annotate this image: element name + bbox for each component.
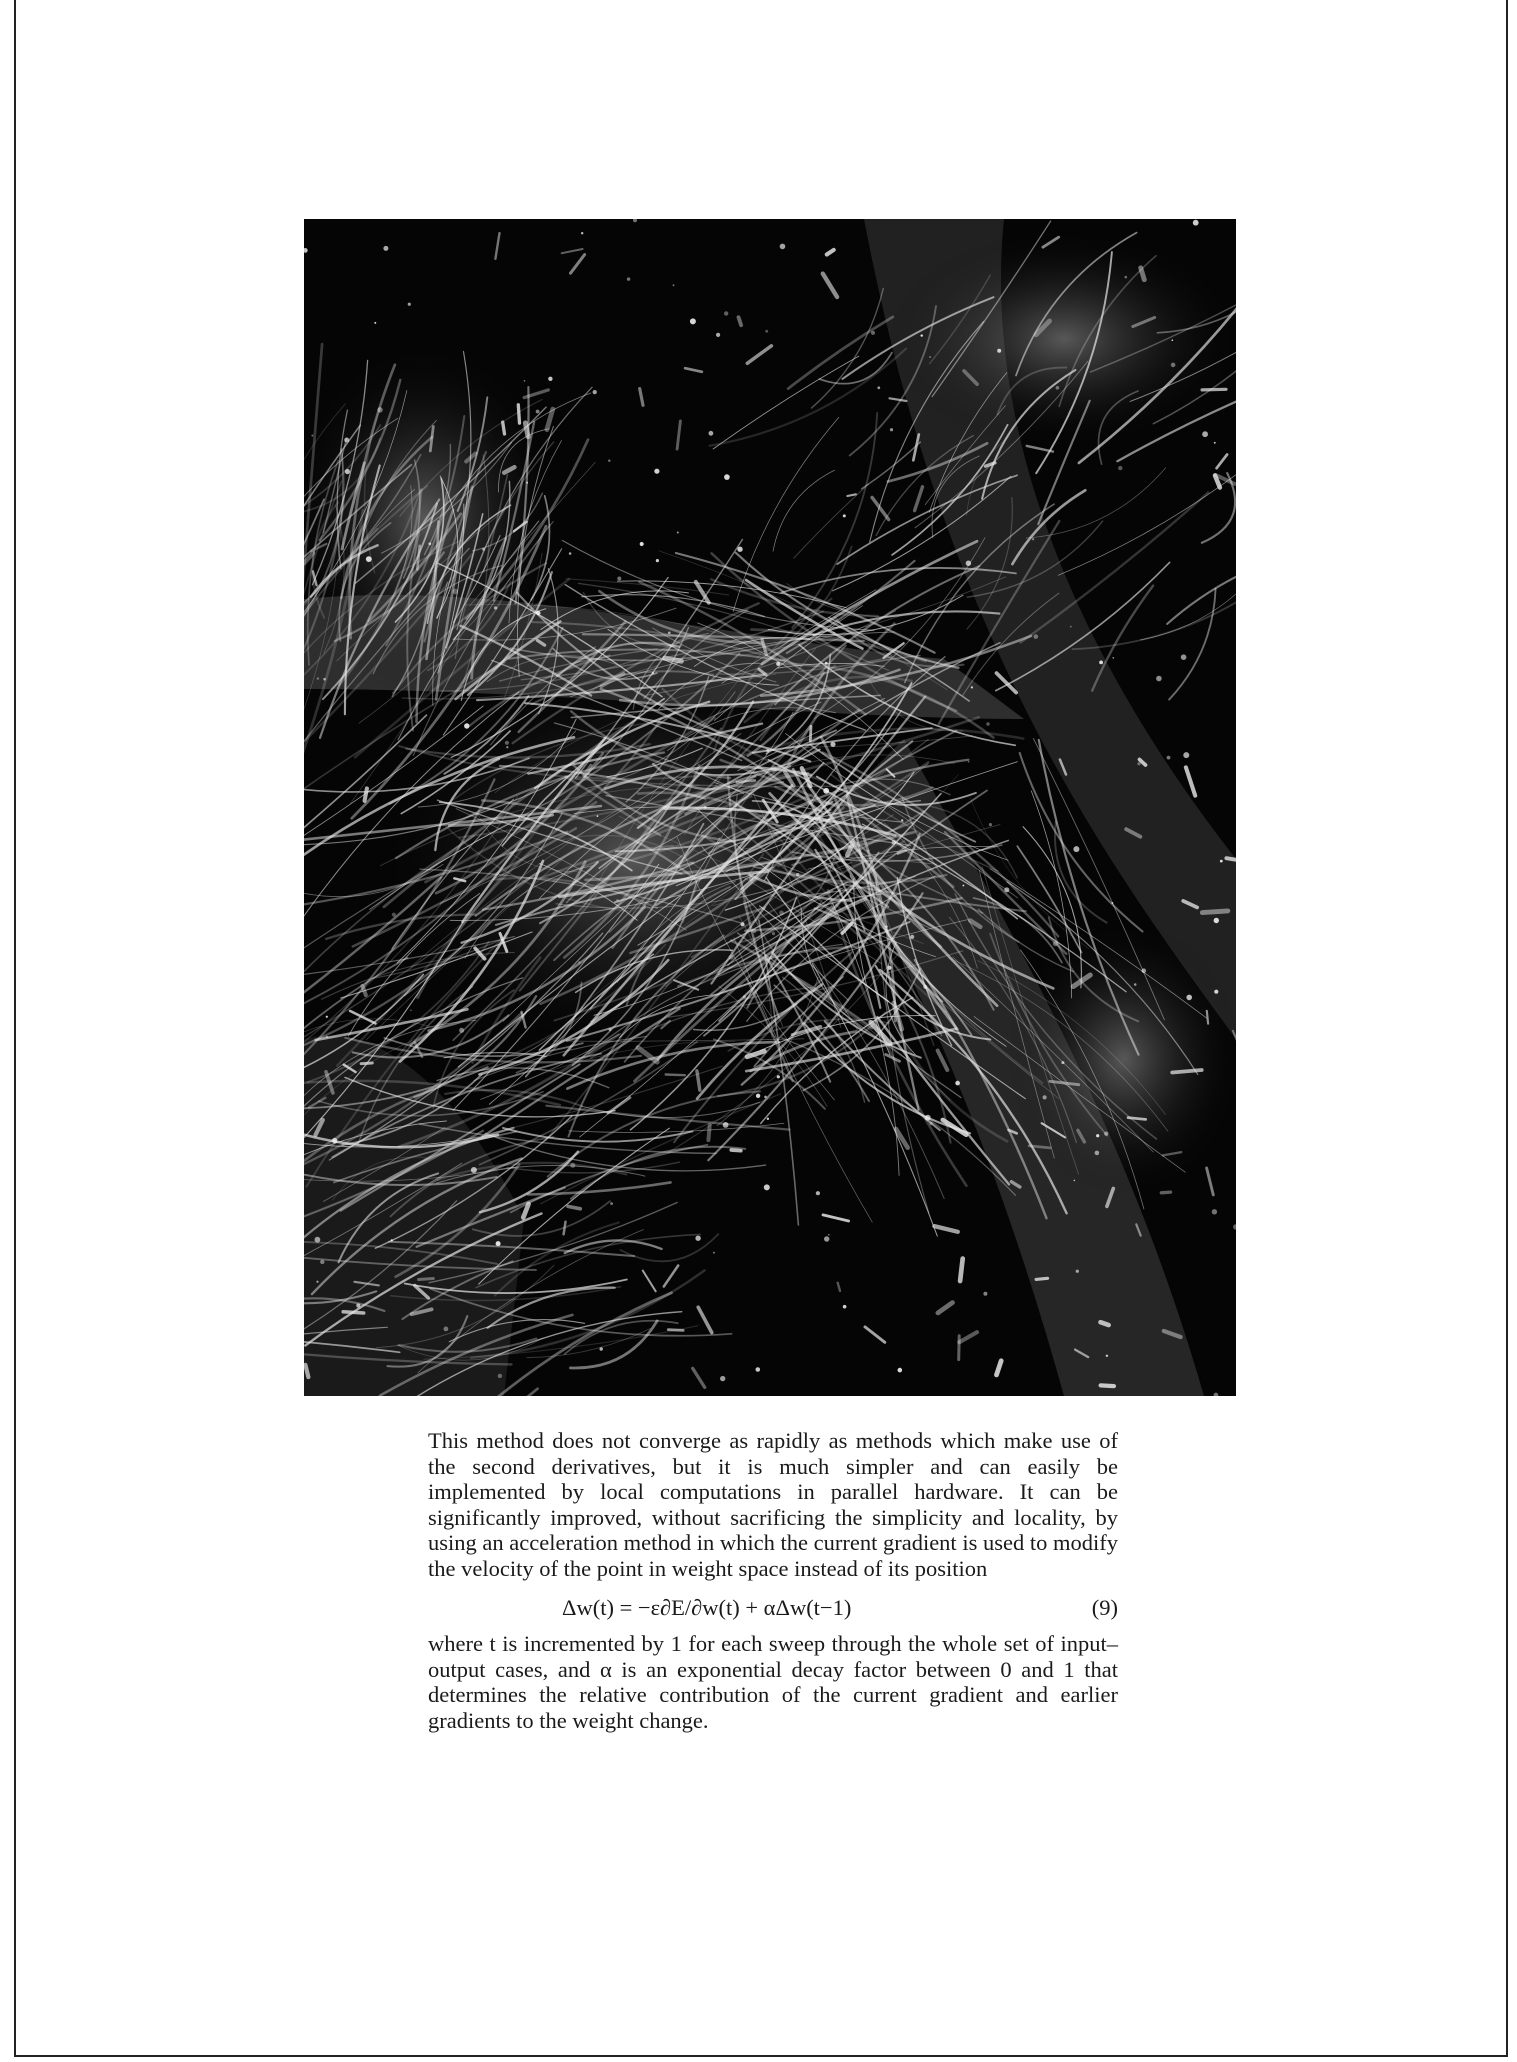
rod-cell: [959, 1336, 960, 1360]
equation-number: (9): [1091, 1595, 1118, 1620]
equation-9: [428, 1587, 1118, 1627]
bright-speck: [1056, 386, 1060, 390]
bright-speck: [1061, 1061, 1064, 1064]
bright-speck: [764, 1096, 767, 1099]
rod-cell: [1101, 1385, 1114, 1386]
bright-speck: [1034, 634, 1039, 639]
rod-cell: [739, 317, 742, 325]
bright-speck: [482, 548, 485, 551]
bright-speck: [1076, 1270, 1079, 1273]
bright-speck: [1106, 1355, 1108, 1357]
rod-cell: [568, 1206, 580, 1208]
bright-speck: [1156, 676, 1162, 682]
bright-speck: [766, 749, 769, 752]
micrograph-svg: [304, 219, 1236, 1396]
bright-speck: [332, 1138, 337, 1143]
bright-speck: [843, 514, 846, 517]
rod-cell: [666, 1075, 685, 1076]
bright-speck: [377, 407, 382, 412]
bright-speck: [652, 672, 654, 674]
rod-cell: [1216, 1395, 1217, 1396]
bright-speck: [776, 662, 780, 666]
bright-speck: [772, 932, 775, 935]
bright-speck: [316, 1281, 318, 1283]
bright-speck: [704, 806, 707, 809]
bright-speck: [767, 1118, 769, 1120]
bright-speck: [983, 1292, 987, 1296]
rod-cell: [365, 789, 367, 801]
bright-speck: [366, 556, 372, 562]
bright-speck: [1104, 1132, 1108, 1136]
bright-speck: [737, 547, 742, 552]
bright-speck: [1099, 661, 1103, 665]
rod-cell: [1036, 1278, 1048, 1279]
bright-speck: [997, 349, 1001, 353]
bright-speck: [320, 1260, 324, 1264]
bright-speck: [752, 929, 756, 933]
bright-speck: [459, 1028, 464, 1033]
micrograph-image: [304, 219, 1236, 1396]
bright-speck: [716, 333, 720, 337]
bright-speck: [597, 815, 599, 817]
bright-speck: [910, 935, 914, 939]
bright-speck: [326, 1036, 328, 1038]
rod-cell: [665, 658, 682, 661]
bright-speck: [391, 1239, 393, 1241]
bright-speck: [887, 966, 891, 970]
bright-speck: [578, 961, 580, 963]
bright-speck: [536, 410, 540, 414]
rod-cell: [737, 780, 755, 782]
bright-speck: [1212, 1209, 1217, 1214]
bright-speck: [966, 561, 971, 566]
rod-cell: [1161, 1192, 1170, 1193]
rod-cell: [343, 1312, 364, 1313]
bright-speck: [764, 1184, 770, 1190]
rod-cell: [668, 1330, 683, 1331]
bright-speck: [971, 686, 973, 688]
rod-cell: [361, 1063, 372, 1064]
bright-speck: [796, 873, 799, 876]
bright-speck: [323, 678, 326, 681]
bright-speck: [749, 876, 754, 881]
bright-speck: [494, 606, 497, 609]
bright-speck: [741, 922, 745, 926]
bright-speck: [986, 722, 989, 725]
bright-speck: [824, 1236, 829, 1241]
bright-speck: [410, 1010, 412, 1012]
bright-speck: [720, 1376, 725, 1381]
bright-speck: [609, 1028, 612, 1031]
bright-speck: [311, 435, 313, 437]
bright-speck: [923, 985, 927, 989]
bright-speck: [713, 1252, 715, 1254]
bright-speck: [1112, 657, 1114, 659]
bright-speck: [901, 819, 903, 821]
bright-speck: [593, 390, 597, 394]
bright-speck: [1070, 626, 1072, 628]
bright-speck: [1095, 1151, 1100, 1156]
bright-speck: [1214, 442, 1216, 444]
bright-speck: [871, 331, 875, 335]
bright-speck: [724, 311, 728, 315]
bright-speck: [756, 1094, 760, 1098]
bright-speck: [823, 788, 829, 794]
bright-speck: [816, 1191, 820, 1195]
bright-speck: [830, 742, 835, 747]
equation-expression: Δw(t) = −ε∂E/∂w(t) + αΔw(t−1): [562, 1595, 852, 1620]
bright-speck: [867, 850, 869, 852]
bright-speck: [1032, 538, 1034, 540]
bright-speck: [1171, 363, 1176, 368]
bright-speck: [536, 611, 540, 615]
bright-speck: [724, 474, 730, 480]
rod-cell: [1128, 1118, 1146, 1120]
bright-speck: [498, 1374, 502, 1378]
bright-speck: [890, 428, 893, 431]
rod-cell: [731, 1150, 741, 1151]
bright-speck: [444, 1327, 449, 1332]
bright-speck: [1214, 918, 1219, 923]
bright-speck: [1137, 762, 1140, 765]
bright-speck: [989, 823, 992, 826]
rod-cell: [518, 405, 519, 423]
bright-speck: [581, 232, 583, 234]
bright-speck: [464, 723, 469, 728]
bright-speck: [1142, 968, 1147, 973]
bright-speck: [833, 632, 835, 634]
bright-speck: [569, 552, 572, 555]
bright-speck: [496, 1241, 501, 1246]
bright-speck: [315, 1237, 321, 1243]
bright-speck: [374, 322, 376, 324]
bright-speck: [505, 741, 509, 745]
bright-speck: [690, 318, 696, 324]
bright-speck: [1183, 752, 1189, 758]
bright-speck: [828, 1234, 830, 1236]
bright-speck: [925, 1115, 931, 1121]
bright-speck: [668, 632, 671, 635]
bright-speck: [600, 1347, 603, 1350]
bright-speck: [1202, 431, 1208, 437]
rod-cell: [503, 422, 505, 434]
bright-speck: [656, 559, 659, 562]
bright-speck: [756, 1367, 761, 1372]
bright-speck: [1167, 756, 1171, 760]
rod-cell: [708, 1125, 709, 1140]
body-text: [428, 1428, 1118, 1733]
bright-speck: [627, 277, 630, 280]
bright-speck: [968, 761, 970, 763]
bright-speck: [1074, 1180, 1076, 1182]
bright-speck: [344, 438, 349, 443]
paragraph-2: where t is incremented by 1 for each sweep through the whole set of input–output cases, and α is an exponential decay factor between 0 and 1 that determines the relative contribution of the current gradient and earlier gradients to the weight change.: [428, 1631, 1118, 1733]
bright-speck: [1220, 860, 1223, 863]
bright-speck: [453, 589, 459, 595]
bright-speck: [1134, 983, 1137, 986]
bright-speck: [877, 386, 880, 389]
bright-speck: [771, 766, 777, 772]
bright-speck: [779, 911, 784, 916]
bright-speck: [654, 469, 659, 474]
paragraph-1: This method does not converge as rapidly as methods which make use of the second derivatives, but it is much simpler and can easily be implemented by local computations in parallel hardware. It can be significantly improved, without sacrificing the simplicity and locality, by using an acceleration method in which the current gradient is used to modify the velocity of the point in weight space instead of its position: [428, 1428, 1118, 1581]
rod-cell: [960, 1259, 963, 1281]
bright-speck: [955, 1081, 960, 1086]
bright-speck: [677, 532, 679, 534]
bright-speck: [777, 1075, 780, 1078]
bright-speck: [843, 1305, 847, 1309]
bright-speck: [729, 955, 734, 960]
bright-speck: [317, 677, 319, 679]
bright-speck: [1053, 941, 1058, 946]
bright-speck: [526, 482, 528, 484]
bright-speck: [1004, 887, 1009, 892]
bright-speck: [471, 1167, 477, 1173]
bright-speck: [963, 885, 965, 887]
bright-speck: [326, 1016, 328, 1018]
bright-speck: [356, 1303, 360, 1307]
bright-speck: [570, 1163, 575, 1168]
rod-cell: [419, 1279, 434, 1280]
bright-speck: [1118, 466, 1122, 470]
rod-cell: [305, 1365, 308, 1377]
bright-speck: [345, 469, 350, 474]
bright-speck: [929, 1122, 932, 1125]
rod-cell: [525, 423, 528, 437]
bright-speck: [709, 431, 714, 436]
bright-speck: [524, 380, 526, 382]
bright-speck: [780, 244, 786, 250]
bright-speck: [929, 356, 931, 358]
bright-speck: [825, 662, 828, 665]
rod-cell: [810, 726, 811, 740]
bright-speck: [548, 377, 552, 381]
bright-speck: [743, 995, 747, 999]
bright-speck: [1112, 902, 1114, 904]
rod-cell: [1202, 911, 1228, 913]
bright-speck: [921, 334, 923, 336]
bright-speck: [886, 926, 888, 928]
bright-speck: [1214, 990, 1218, 994]
rod-cell: [1202, 389, 1226, 390]
bright-speck: [723, 1122, 729, 1128]
bright-speck: [765, 330, 768, 333]
bright-speck: [1096, 1134, 1099, 1137]
bright-speck: [428, 542, 431, 545]
bright-speck: [610, 1202, 613, 1205]
rod-cell: [1226, 858, 1236, 860]
bright-speck: [640, 542, 644, 546]
bright-speck: [617, 577, 621, 581]
bright-speck: [608, 460, 610, 462]
bright-speck: [695, 1236, 700, 1241]
bright-speck: [1125, 276, 1128, 279]
bright-speck: [506, 746, 508, 748]
bright-speck: [673, 284, 675, 286]
bright-speck: [408, 303, 411, 306]
bright-speck: [1073, 846, 1079, 852]
bright-speck: [1043, 1095, 1047, 1099]
bright-speck: [1186, 995, 1192, 1001]
bright-speck: [1181, 654, 1187, 660]
bright-speck: [1172, 339, 1174, 341]
rod-cell: [1172, 1070, 1202, 1073]
bright-speck: [898, 1368, 903, 1373]
bright-speck: [392, 913, 396, 917]
rod-cell: [1207, 1011, 1208, 1024]
rod-cell: [1141, 268, 1145, 280]
rod-cell: [1101, 1322, 1109, 1325]
bright-speck: [1193, 220, 1199, 226]
bright-speck: [892, 840, 897, 845]
bright-speck: [383, 246, 388, 251]
bright-speck: [616, 899, 619, 902]
